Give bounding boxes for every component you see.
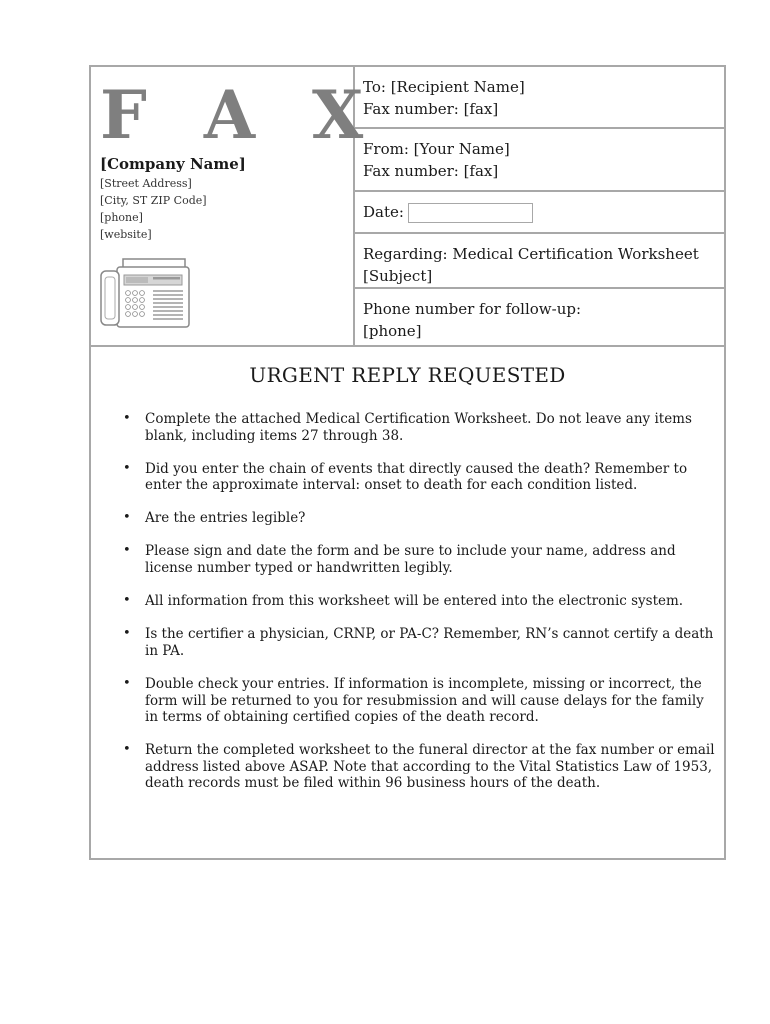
recipient-fax-number[interactable]: Fax number: [fax]	[363, 100, 499, 118]
instruction-list	[123, 411, 719, 809]
instruction-text: Double check your entries. If information is incomplete, missing or incorrect, the form will be returned to you for resubmission and will cause delays for the family in terms of obtaining certified copies of the death record.	[145, 675, 704, 726]
date-label: Date:	[363, 203, 404, 221]
bullet-icon: •	[123, 543, 131, 559]
fax-details-panel	[355, 67, 724, 345]
fax-machine-icon	[99, 257, 191, 329]
instruction-text: Complete the attached Medical Certification Worksheet. Do not leave any items blank, including items 27 through 38.	[145, 411, 692, 444]
list-item	[123, 461, 719, 494]
fax-header	[91, 67, 724, 347]
recipient-name[interactable]: To: [Recipient Name]	[363, 78, 525, 96]
followup-cell	[355, 289, 724, 345]
list-item	[123, 676, 719, 726]
company-name: [Company Name]	[100, 155, 246, 173]
instruction-text: Are the entries legible?	[145, 510, 306, 527]
regarding-line[interactable]: Regarding: Medical Certification Worksheet	[363, 245, 699, 263]
instruction-text: All information from this worksheet will be entered into the electronic system.	[145, 593, 684, 610]
list-item	[123, 742, 719, 792]
instruction-text: Return the completed worksheet to the funeral director at the fax number or email address listed above ASAP. Note that according to the Vital Statistics Law of 1953, death records must be filed within 96 business hours of the death.	[145, 742, 715, 792]
company-website: [website]	[100, 228, 152, 241]
list-item	[123, 411, 719, 444]
recipient-cell	[355, 67, 724, 129]
bullet-icon: •	[123, 411, 131, 426]
list-item	[123, 510, 719, 527]
sender-fax-number[interactable]: Fax number: [fax]	[363, 162, 499, 180]
bullet-icon: •	[123, 593, 131, 609]
bullet-icon: •	[123, 510, 131, 526]
instruction-text: Did you enter the chain of events that directly caused the death? Remember to enter the approximate interval: onset to death for each condition listed.	[145, 460, 688, 494]
fax-cover-sheet	[89, 65, 726, 860]
sender-name[interactable]: From: [Your Name]	[363, 140, 510, 158]
regarding-cell	[355, 234, 724, 289]
bullet-icon: •	[123, 626, 131, 642]
list-item	[123, 593, 719, 610]
bullet-icon: •	[123, 675, 131, 691]
list-item	[123, 626, 719, 659]
bullet-icon: •	[123, 460, 131, 476]
followup-phone[interactable]: [phone]	[363, 322, 422, 340]
company-phone: [phone]	[100, 211, 143, 224]
list-item	[123, 543, 719, 576]
date-field[interactable]	[408, 203, 533, 223]
sender-cell	[355, 129, 724, 192]
date-cell	[355, 192, 724, 234]
sender-panel	[91, 67, 381, 345]
bullet-icon: •	[123, 742, 131, 758]
fax-title: F A X	[100, 76, 381, 154]
instruction-text: Is the certifier a physician, CRNP, or PA-C? Remember, RN’s cannot certify a death in PA.	[145, 626, 714, 659]
street-address: [Street Address]	[100, 177, 192, 190]
followup-label: Phone number for follow-up:	[363, 300, 582, 318]
subject-line[interactable]: [Subject]	[363, 267, 433, 285]
urgent-heading: URGENT REPLY REQUESTED	[249, 363, 566, 387]
city-state-zip: [City, ST ZIP Code]	[100, 194, 207, 207]
instruction-text: Please sign and date the form and be sure to include your name, address and license number typed or handwritten legibly.	[145, 543, 676, 577]
